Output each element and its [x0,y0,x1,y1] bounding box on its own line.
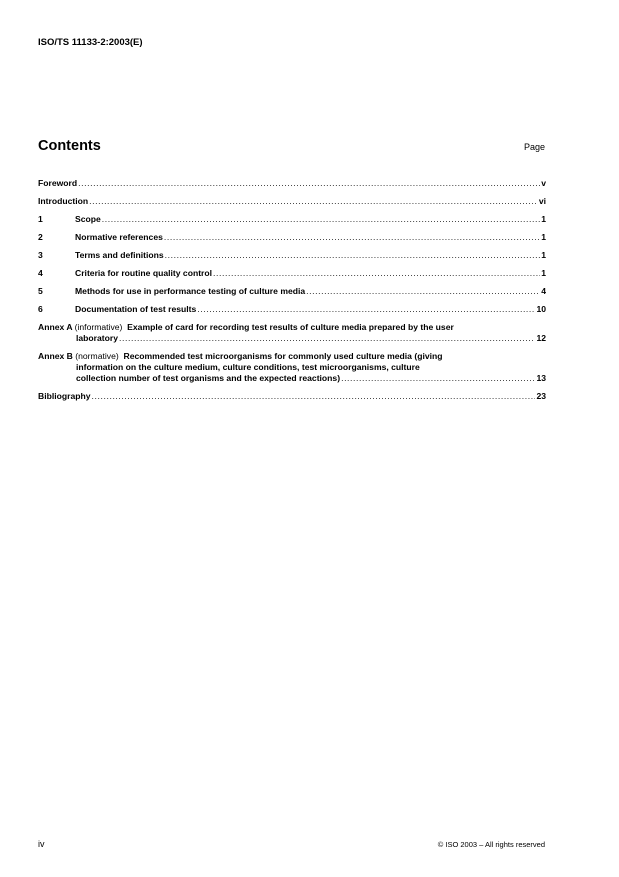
annex-first-line [38,322,546,333]
toc-page: 1 [541,232,546,242]
annex-title-line: Example of card for recording test results of culture media prepared by the user [127,322,454,332]
toc-number: 6 [38,304,43,314]
dot-leader [102,214,540,225]
toc-title: Criteria for routine quality control [75,268,213,278]
toc-number: 2 [38,232,43,242]
toc-entry-scope[interactable] [38,214,546,225]
page-number: iv [38,839,45,849]
toc-entry-terms-and-definitions[interactable] [38,250,546,261]
toc-page: 4 [541,286,546,296]
toc-number: 1 [38,214,43,224]
toc-title: Introduction [38,196,89,206]
toc-page: 1 [541,268,546,278]
toc-title: Terms and definitions [75,250,164,260]
annex-kind: (informative) [74,322,123,332]
annex-title-line: Recommended test microorganisms for commonly used culture media (giving [123,351,443,361]
toc-entry-normative-references[interactable] [38,232,546,243]
toc-entry-documentation[interactable] [38,304,546,315]
toc-entry-foreword[interactable] [38,178,546,189]
toc-page: 1 [541,214,546,224]
annex-first-line [38,351,546,362]
toc-title: Methods for use in performance testing of culture media [75,286,306,296]
toc-page: 23 [536,391,546,401]
dot-leader [213,268,540,279]
contents-heading: Contents [38,138,101,154]
dot-leader [306,286,540,297]
toc-title: Documentation of test results [75,304,197,314]
toc-title: Scope [75,214,101,224]
toc-page: 10 [536,304,546,314]
document-code: ISO/TS 11133-2:2003(E) [38,37,143,48]
toc-entry-criteria[interactable] [38,268,546,279]
toc-number: 4 [38,268,43,278]
dot-leader [78,178,540,189]
toc-entry-bibliography[interactable] [38,391,546,402]
dot-leader [197,304,535,315]
annex-title-line: laboratory [76,333,119,343]
dot-leader [164,232,540,243]
dot-leader [165,250,541,261]
toc-page: v [541,178,546,188]
toc-page: 13 [536,373,546,383]
annex-last-line [38,333,546,344]
dot-leader [119,333,535,344]
toc-page: vi [538,196,546,206]
dot-leader [89,196,538,207]
dot-leader [341,373,535,384]
toc-title: Foreword [38,178,78,188]
annex-title-line: information on the culture medium, culture conditions, test microorganisms, culture [76,362,420,372]
toc-entry-introduction[interactable] [38,196,546,207]
copyright-notice: © ISO 2003 – All rights reserved [437,840,545,849]
toc-number: 3 [38,250,43,260]
toc-number: 5 [38,286,43,296]
annex-label: Annex B [38,351,73,361]
toc-title: Bibliography [38,391,91,401]
page-column-label: Page [523,142,545,152]
annex-kind: (normative) [75,351,119,361]
toc-entry-annex-a[interactable] [38,322,546,344]
toc-entry-methods[interactable] [38,286,546,297]
annex-title-line: collection number of test organisms and the expected reactions) [76,373,341,383]
toc-page: 1 [541,250,546,260]
toc-page: 12 [536,333,546,343]
annex-last-line [38,373,546,384]
toc-entry-annex-b[interactable] [38,351,546,384]
table-of-contents [38,178,546,409]
dot-leader [92,391,536,402]
toc-title: Normative references [75,232,163,242]
annex-label: Annex A [38,322,73,332]
